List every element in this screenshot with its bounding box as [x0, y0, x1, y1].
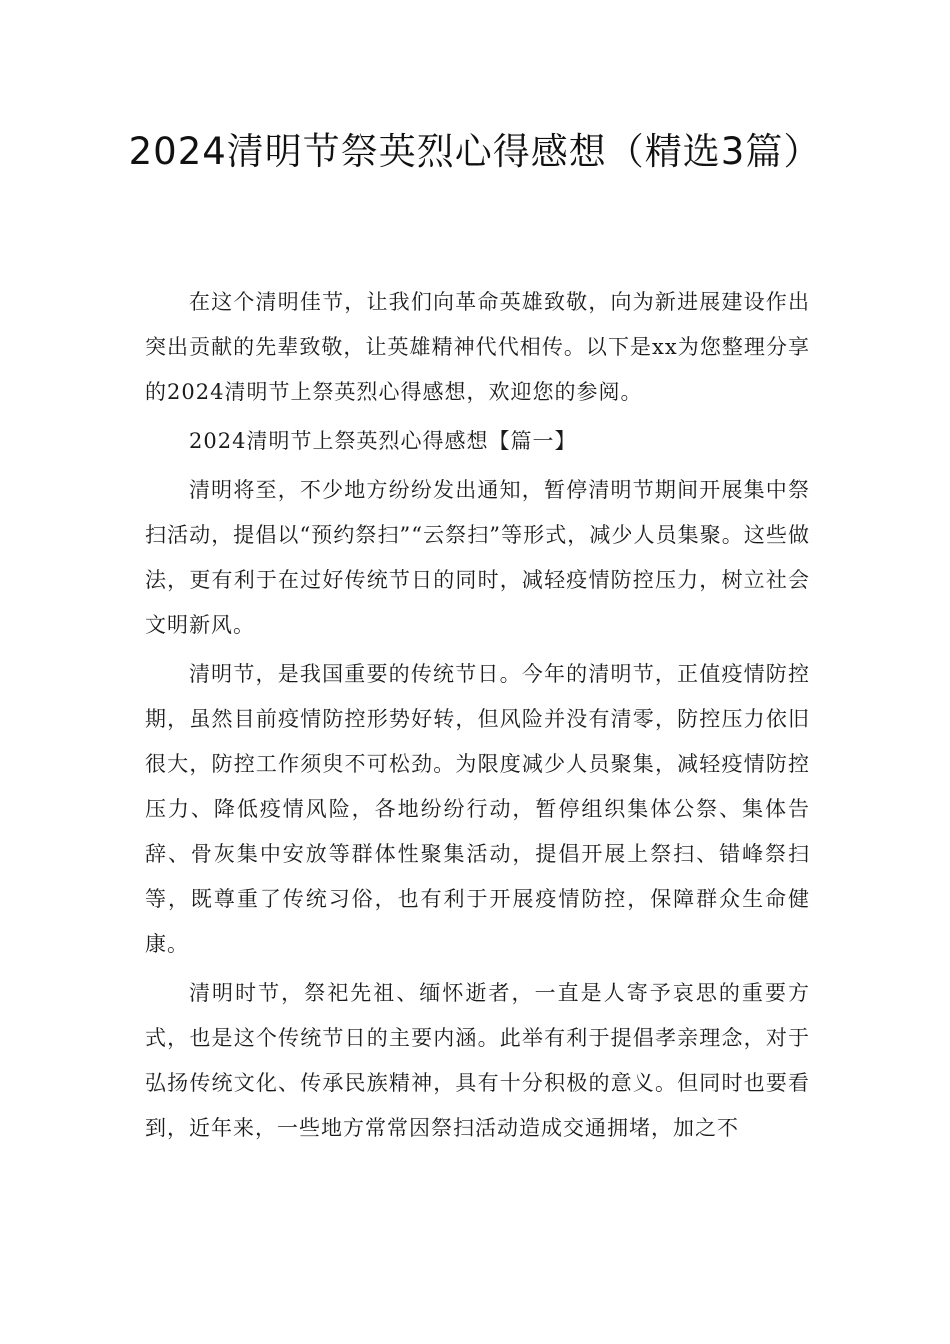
- body-paragraph-3: 清明时节，祭祀先祖、缅怀逝者，一直是人寄予哀思的重要方式，也是这个传统节日的主要内涵。此举有利于提倡孝亲理念，对于弘扬传统文化、传承民族精神，具有十分积极的意义。但同时也要看到，近年来，一些地方常常因祭扫活动造成交通拥堵，加之不: [145, 981, 810, 1140]
- document-body: [145, 280, 810, 1155]
- body-paragraph-1: 清明将至，不少地方纷纷发出通知，暂停清明节期间开展集中祭扫活动，提倡以“预约祭扫”“云祭扫”等形式，减少人员集聚。这些做法，更有利于在过好传统节日的同时，减轻疫情防控压力，树立社会文明新风。: [145, 478, 810, 637]
- section-heading: 2024清明节上祭英烈心得感想【篇一】: [189, 429, 577, 453]
- document-title: 2024清明节祭英烈心得感想（精选3篇）: [128, 130, 822, 173]
- body-paragraph-2: 清明节，是我国重要的传统节日。今年的清明节，正值疫情防控期，虽然目前疫情防控形势好转，但风险并没有清零，防控压力依旧很大，防控工作须臾不可松劲。为限度减少人员聚集，减轻疫情防控压力、降低疫情风险，各地纷纷行动，暂停组织集体公祭、集体告辞、骨灰集中安放等群体性聚集活动，提倡开展上祭扫、错峰祭扫等，既尊重了传统习俗，也有利于开展疫情防控，保障群众生命健康。: [145, 662, 810, 956]
- intro-paragraph: 在这个清明佳节，让我们向革命英雄致敬，向为新进展建设作出突出贡献的先辈致敬，让英雄精神代代相传。以下是xx为您整理分享的2024清明节上祭英烈心得感想，欢迎您的参阅。: [145, 290, 810, 404]
